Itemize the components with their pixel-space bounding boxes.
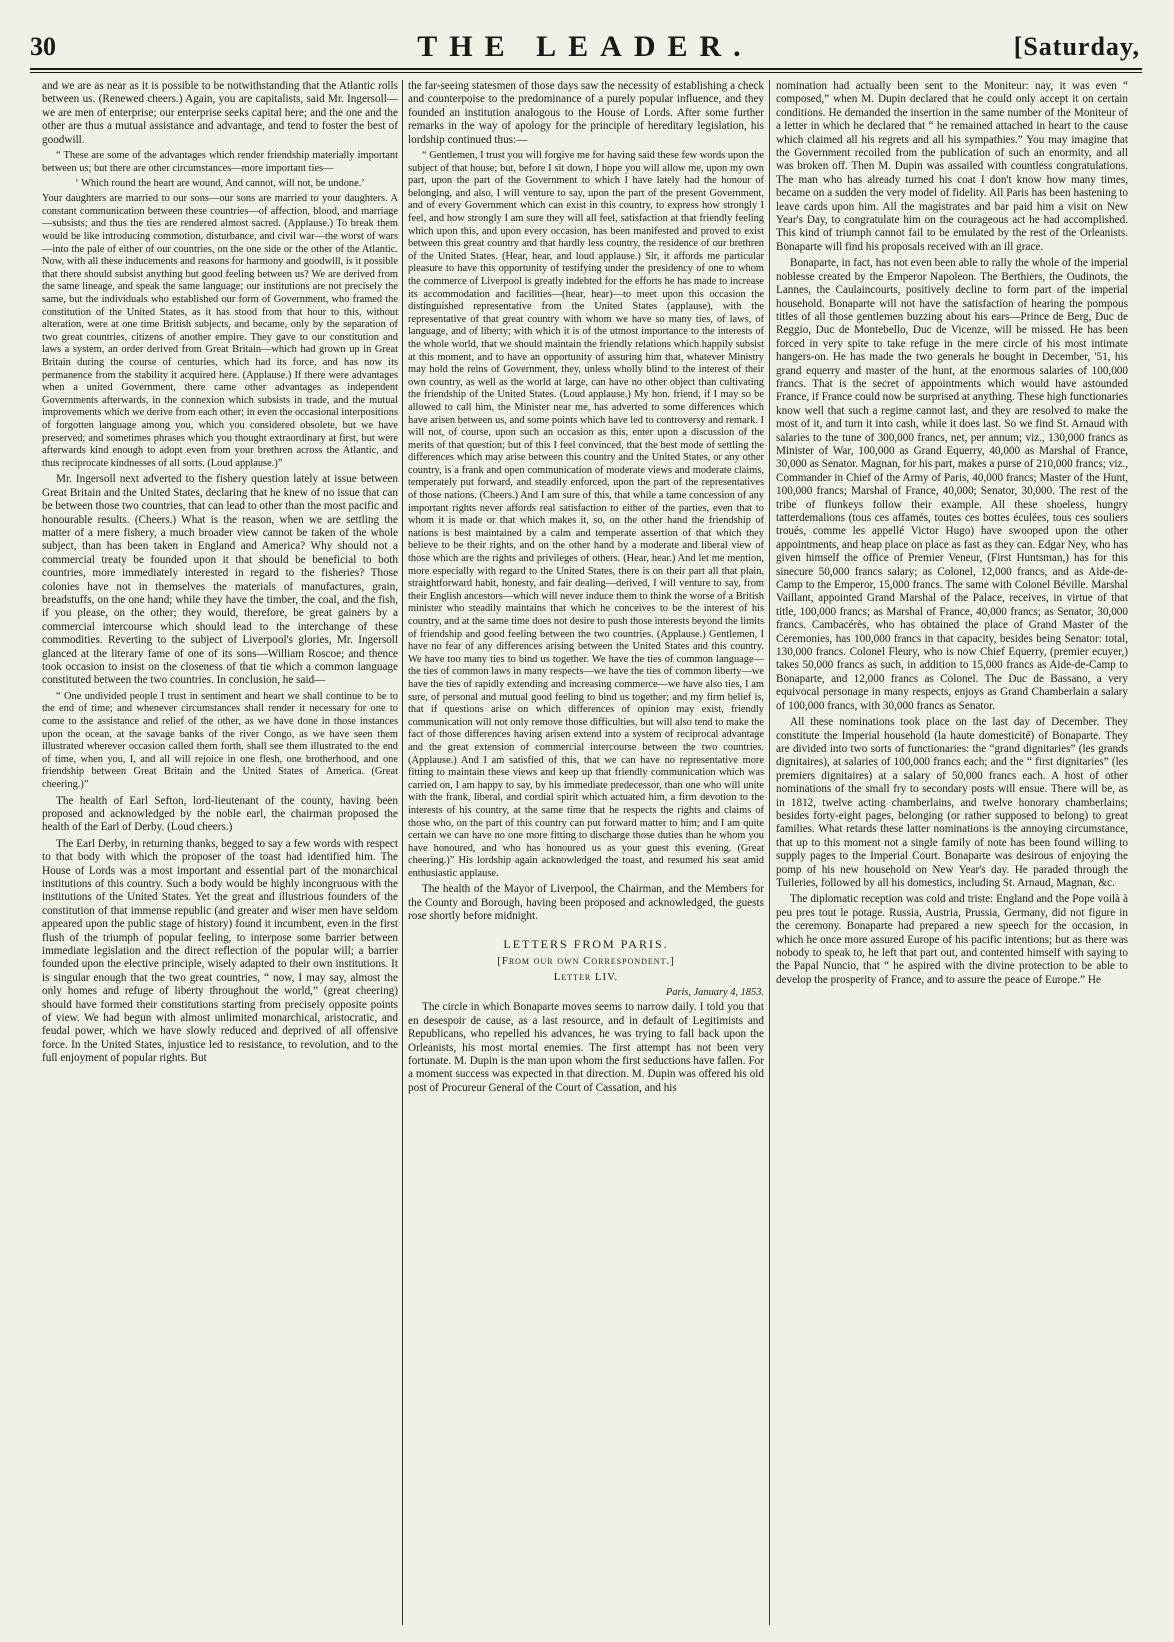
paragraph: “ One undivided people I trust in sentiment and heart we shall continue to be to the end of time; and whenever circumstances shall render it necessary for one to come to the assistance and relief of the other, as we have done in those instances upon the ocean, at the savage banks of the river Congo, as we have seen them illustrated wherever occasion called them forth, shall see them illustrated to the end of time, when you, I, and all will rejoice in one flesh, one brotherhood, and one friendship between Great Britain and the United States of America. (Great cheering.)” — [42, 690, 398, 790]
paragraph: The Earl Derby, in returning thanks, begged to say a few words with respect to that body with which the proposer of the toast had identified him. The House of Lords was a most important and essential part of the monarchical institutions of this country. Such a body would be highly incongruous with the institutions of the United States. Yet the great and illustrious founders of the constitution of that immense republic (and greater and wiser men have seldom appeared upon the public stage of history) found it incumbent, even in the first flush of the triumph of popular feeling, to interpose some barrier between immediate legislation and the direct reflection of the popular will; a barrier founded upon the elective principle, wisely adapted to their own institutions. It is singular enough that the two great countries, “ now, I may say, almost the only homes and refuge of liberty throughout the world,” (great cheering) should have formed their constitutions starting from precisely opposite points of view. We had begun with almost unlimited monarchical, aristocratic, and feudal power, which we have slowly reduced and deprived of all offensive force. In the United States, injustice led to resistance, to revolution, and to the full enjoyment of popular rights. But — [42, 837, 398, 1065]
paragraph: and we are as near as it is possible to be notwithstanding that the Atlantic rolls between us. (Renewed cheers.) Again, you are capitalists, said Mr. Ingersoll—we are men of enterprise; our enterprise seeks capital here; and the one and the other are thus a mutual assistance and advantage, and tend to foster the best of goodwill. — [42, 80, 398, 146]
column-2 — [408, 80, 764, 1620]
paragraph: nomination had actually been sent to the Moniteur: nay, it was even “ composed,” when M. Dupin declared that he could only accept it on certain conditions. He demanded the insertion in the same number of the Moniteur of a letter in which he declared that “ he remained attached in heart to the cause which claimed all his regrets and all his sympathies.” You may imagine that the Government recoiled from the publication of such an enormity, and all was broken off. Then M. Dupin was assailed with countless congratulations. The man who has already turned his coat I don't know how many times, became on a sudden the very model of fidelity. All Paris has been hastening to leave cards upon him. All the magistrates and bar paid him a visit on New Year's Day, to congratulate him on the courageous act he had accomplished. This kind of triumph cannot fail to be emulated by the rest of the Orleanists. Bonaparte will find his proposals received with an ill grace. — [776, 80, 1128, 253]
paragraph: The health of Earl Sefton, lord-lieutenant of the county, having been proposed and acknowledged by the noble earl, the chairman proposed the health of the Earl of Derby. (Loud cheers.) — [42, 794, 398, 834]
column-1 — [42, 80, 398, 1620]
paragraph: Mr. Ingersoll next adverted to the fishery question lately at issue between Great Britain and the United States, declaring that he knew of no issue that can be between those two countries, that can lead to other than the most pacific and honourable results. (Cheers.) What is the reason, when we are settling the matter of a mere fishery, a much broader view cannot be taken of the whole subject, than has been taken in England and America? Why should not a commercial treaty be founded upon it that should be beneficial to both countries, more immediately interested in regard to the fisheries? Those colonies have not in themselves the materials of manufactures, grain, breadstuffs, on the one hand; while they have the timber, the coal, and the fish, if you please, on the other; they would, therefore, be great gainers by a commercial intercourse which should lead to the interchange of these commodities. Reverting to the subject of Liverpool's glories, Mr. Ingersoll glanced at the literary fame of one of its sons—William Roscoe; and thence took occasion to insist on the closeness of that tie which a common language constituted between the two countries. In conclusion, he said— — [42, 473, 398, 687]
section-subheading: Letter LIV. — [553, 970, 619, 983]
dateline: Paris, January 4, 1853. — [665, 986, 764, 998]
paragraph: Bonaparte, in fact, has not even been able to rally the whole of the imperial noblesse created by the Emperor Napoleon. The Berthiers, the Oudinots, the Lannes, the Caulaincourts, positively decline to form part of the imperial household. Bonaparte will not have the satisfaction of hearing the pompous titles of all those gentlemen buzzing about his ears—Prince de Berg, Duc de Reggio, Duc de Montebello, Duc de Vicenze, will be missed. He has been forced in very spite to take refuge in the mere circle of his most intimate hangers-on. He has made the two generals he bought in December, '51, his grand equerry and master of the hunt, at the enormous salaries of 100,000 francs. That is the secret of appointments which would have astounded France, if France could now be surprised at anything. These high functionaries know well that such a regime cannot last, and they are resolved to make the most of it, and turn it into cash, while it does last. So we find St. Arnaud with salaries to the tune of 300,000 francs, net, per annum; viz., 130,000 francs as Minister of War, 100,000 as Grand Equerry, 40,000 as Marshal of France, 30,000 as Senator. Magnan, for his part, makes a purse of 210,000 francs; viz., Commander in Chief of the Army of Paris, 40,000 francs; Master of the Hunt, 100,000 francs; Marshal of France, 40,000; Senator, 30,000. The rest of the tribe of flunkeys follow their example. All these shoeless, hungry tatterdemalions (tous ces affamés, toutes ces bottes éculées, tous ces souliers troués, comme les appellé Victor Hugo) have swooped upon the other appointments, and heap place on place as fast as they can. Edgar Ney, who has given himself the office of Premier Veneur, (First Huntsman,) has for this sinecure 50,000 francs salary; as Colonel, 12,000 francs, and as Aide-de-Camp to the Emperor, 15,000 francs. The same with Colonel Béville. Marshal Vaillant, appointed Grand Marshal of the Palace, receives, in virtue of that title, 100,000 francs; as Marshal of France, 40,000 francs; as Senator, 30,000 francs. Cambacérès, who has obtained the place of Grand Master of the Ceremonies, has 100,000 francs in that capacity, besides being Senator: total, 130,000 francs. Colonel Fleury, who is now Chief Equerry, (premier ecuyer,) takes 50,000 francs as such, in addition to 15,000 francs as Aide-de-Camp to Bonaparte, and 12,000 francs as Colonel. The Duc de Bassano, a very equivocal personage in many respects, enjoys as Grand Chamberlain a salary of 100,000 francs, with 30,000 francs as Senator. — [776, 257, 1128, 712]
verse-quote: ‘ Which round the heart are wound, And cannot, will not, be undone.’ — [75, 178, 365, 190]
paragraph: Your daughters are married to our sons—our sons are married to your daughters. A constant communication between these countries—of affection, blood, and marriage—subsists; and thus the ties are rendered almost sacred. (Applause.) To break them would be like introducing commotion, disturbance, and civil war—the worst of wars—into the pale of either of our countries, on the one side or the other of the Atlantic. Now, with all these inducements and reasons for harmony and goodwill, is it possible that there should subsist anything but good feeling between us? We are derived from the same lineage, and speak the same language; our institutions are not precisely the same, but the individuals who established our form of Government, who framed the constitution of the United States, as it has stood from that hour to this, without alteration, were at one time British subjects, and became, only by the separation of two great countries, citizens of another empire. They gave to our constitution and laws a system, an order derived from Great Britain—which had grown up in Great Britain during the course of centuries, which had its force, and has now its permanence from the stability it acquired here. (Applause.) If there were advantages when a united Government, there came other advantages as independent Governments afterwards, in the connexion which subsists in trade, and the mutual improvements which we derive from each other; in even the occasional interpositions of forgotten language among you, which you considered obsolete, but we have preserved; and sometimes phrases which you thought extraordinary at first, but were afterwards kind enough to adopt even from your brethren across the Atlantic, and thus reciprocate kindnesses of all sorts. (Loud applause.)” — [42, 193, 398, 469]
column-divider — [402, 80, 403, 1625]
section-subheading: [From our own Correspondent.] — [497, 955, 675, 968]
newspaper-title: THE LEADER. — [417, 30, 753, 63]
section-heading: LETTERS FROM PARIS. — [503, 936, 669, 951]
paragraph: “ Gentlemen, I trust you will forgive me for having said these few words upon the subject of that house; but, before I sit down, I hope you will allow me, upon my own part, upon the part of the Government to which I have lately had the honour of belonging, and also, I will venture to say, upon the part of the present Government, and of every Government which can exist in this country, to express how strongly I feel, and how strongly I am sure they will all feel, satisfaction at that friendly feeling which upon this, and upon every occasion, has been manifested and proved to exist between this great country and that hardly less country, the residence of our brethren of the United States. (Hear, hear, and loud applause.) Sir, it affords me particular pleasure to have this opportunity of testifying under the presidency of one to whom the commerce of Liverpool is greatly indebted for the efforts he has made to increase its accommodation and facilities—(hear, hear)—to meet upon this occasion the distinguished representative from the United States (applause), with the representative of that great country with whom we have so many ties, of laws, of language, and of liberty; with which it is of the utmost importance to the interests of the whole world, that we should maintain the friendly relations which happily subsist at this moment, and to have an opportunity of assuring him that, whatever Ministry may hold the reins of Government, they, unless wholly blind to the interest of their own country, as well as the world at large, can have no other object than cultivating the friendship of the United States. (Loud applause.) My hon. friend, if I may so be allowed to call him, the Minister near me, has adverted to some differences which have arisen between us, and some points which have led to controversy and remark. I will not, of course, upon such an occasion as this, enter upon a discussion of the merits of that question; but of this I feel convinced, that the best mode of settling the differences which may arise between this country and the United States, or any other country, is a frank and open communication of moderate views and moderate claims, temperately put forward, and steadily enforced, upon the part of the representatives of those nations. (Cheers.) And I am sure of this, that while a tame concession of any important rights never affords real satisfaction to either of the parties, even that to whom it is made or that which makes it, so, on the other hand the friendship of nations is best maintained by a calm and temperate assertion of that which they believe to be their rights, and on the other hand by a moderate and liberal view of those which are the rights and privileges of others. (Hear, hear.) And let me mention, more especially with regard to the United States, there is on their part all that plain, straightforward habit, honesty, and fair dealing—derived, I will venture to say, from their English ancestors—which will never induce them to think the worse of a British minister who steadily maintains that which he conceives to be the interest of his country, and at the same time does not desire to push those interests beyond the limits of friendship and good feeling between the two countries. (Applause.) Gentlemen, I have no fear of any differences arising between the United States and this country. We have too many ties to bind us together. We have the ties of common language—the ties of common laws in many respects—we have the ties of common liberty—we have the ties of rapidly extending and increasing commerce—we have also ties, I am sure, of personal and mutual good feeling to bind us together; and my firm belief is, that if questions arise on which differences of opinion may exist, friendly communication will not only remove those difficulties, but will also tend to make the fact of those differences having arisen extend into a system of reciprocal advantage and the great extension of commercial intercourse between the two countries. (Applause.) And I am satisfied of this, that we can have no representative more fitting to maintain these views and keep up that friendly communication which was carried on, I am happy to say, by his immediate predecessor, than one who will unite with the frank, liberal, and cordial spirit which actuated him, a firm devotion to the interests of his country, at the same time that he respects the rights and claims of those who, on the part of this country can put forward matter to him; and I am quite certain we can have no one more fitting to discharge those duties than he whom you have honoured, and who has honoured us as your guest this evening. (Great cheering.)” His lordship again acknowledged the toast, and resumed his seat amid enthusiastic applause. — [408, 150, 764, 879]
column-3 — [776, 80, 1128, 1620]
issue-day: [Saturday, — [1013, 32, 1140, 61]
paragraph: the far-seeing statesmen of those days saw the necessity of establishing a check and counterpoise to the predominance of a purely popular influence, and they founded an institution analogous to the House of Lords. After some further remarks in the way of apology for the principle of hereditary legislation, his lordship continued thus:— — [408, 80, 764, 146]
masthead — [30, 30, 1140, 64]
column-divider — [769, 80, 770, 1625]
paragraph: The circle in which Bonaparte moves seems to narrow daily. I told you that en desespoir de cause, as a last resource, and in default of Legitimists and Republicans, who repelled his advances, he was trying to fall back upon the Orleanists, his most mortal enemies. The first attempt has not been very fortunate. M. Dupin is the man upon whom the first seductions have fallen. For a moment success was expected in that direction. M. Dupin was offered his old post of Procureur General of the Court of Cassation, and his — [408, 1001, 764, 1094]
paragraph: All these nominations took place on the last day of December. They constitute the Imperial household (la haute domesticité) of Bonaparte. They are divided into two sorts of functionaries: the “grand dignitaries” (les grands dignitaires), at salaries of 100,000 francs each; and the “ first dignitaries” (les premiers dignitaires) at a salary of 50,000 francs each. A host of other nominations of the small fry to secondary posts will ensue. There will be, as in 1812, twelve acting chamberlains, and twelve honorary chamberlains; besides forty-eight pages, belonging (or rather supposed to belong) to great families. What retards these latter nominations is the annoying circumstance, that up to this moment not a single family of note has been found willing to supply pages to the Imperial Court. Bonaparte was desirous of enjoying the pomp of his new household on New Year's day. He paraded through the Tuileries, followed by all his domestics, including St. Arnaud, Magnan, &c. — [776, 716, 1128, 889]
paragraph: The health of the Mayor of Liverpool, the Chairman, and the Members for the County and Borough, having been proposed and acknowledged, the guests rose shortly before midnight. — [408, 883, 764, 923]
paragraph: “ These are some of the advantages which render friendship materially important between us; but there are other circumstances—more important ties— — [42, 150, 398, 174]
masthead-rule-thick — [30, 68, 1142, 70]
masthead-rule-thin — [30, 72, 1142, 73]
page-number: 30 — [30, 32, 56, 61]
paragraph: The diplomatic reception was cold and triste: England and the Pope voilà à peu pres tout le potage. Russia, Austria, Prussia, Germany, did not figure in the ceremony. Bonaparte had prepared a new speech for the occasion, in which he once more assured Europe of his pacific intentions; but as there was nobody to speak to, he left that part out, and contented himself with saying to the Papal Nuncio, that “ he aspired with the divine protection to be able to develop the prosperity of France, and to assure the peace of Europe.” He — [776, 893, 1128, 986]
